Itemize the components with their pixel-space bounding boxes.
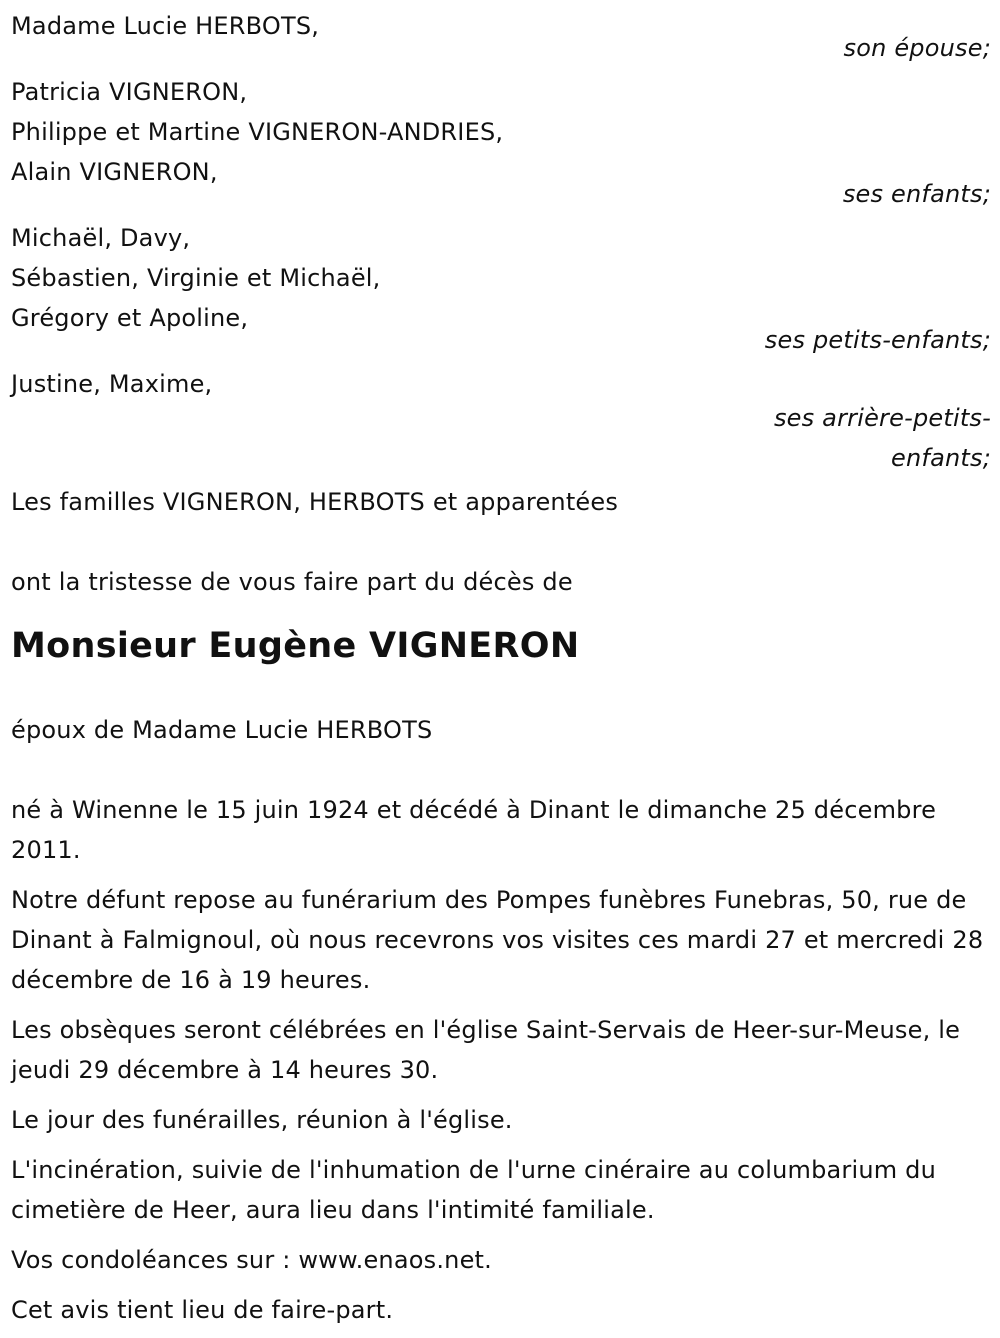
birth-death-paragraph: né à Winenne le 15 juin 1924 et décédé à Dinant le dimanche 25 décembre 2011. (11, 796, 937, 864)
spouse-role: son épouse; (843, 34, 991, 62)
child-name: Patricia VIGNERON, (11, 78, 248, 106)
grandchild-name: Grégory et Apoline, (11, 304, 249, 332)
children-group (11, 72, 991, 214)
spacer (11, 522, 991, 562)
spacer (11, 750, 991, 790)
child-name: Philippe et Martine VIGNERON-ANDRIES, (11, 118, 504, 146)
grandchild-name: Michaël, Davy, (11, 224, 191, 252)
spouse-name: Madame Lucie HERBOTS, (11, 12, 320, 40)
great-grandchildren-role (751, 398, 991, 478)
spacer (11, 602, 991, 622)
spouse-of-text: époux de Madame Lucie HERBOTS (11, 716, 433, 744)
families-line: Les familles VIGNERON, HERBOTS et apparentées (11, 488, 619, 516)
great-grandchild-name: Justine, Maxime, (11, 370, 213, 398)
cremation-paragraph: L'incinération, suivie de l'inhumation de l'urne cinéraire au columbarium du cimetière de Heer, aura lieu dans l'intimité familiale. (11, 1156, 937, 1224)
notice-paragraph: Cet avis tient lieu de faire-part. (11, 1296, 394, 1324)
great-grandchildren-role-line2: enfants; (891, 444, 991, 472)
great-grandchildren-role-line1: ses arrière-petits- (773, 404, 991, 432)
children-role: ses enfants; (842, 180, 991, 208)
deceased-name: Monsieur Eugène VIGNERON (11, 626, 580, 666)
spacer (11, 670, 991, 710)
great-grandchildren-group (11, 364, 991, 478)
grandchildren-group (11, 218, 991, 360)
meeting-paragraph: Le jour des funérailles, réunion à l'église. (11, 1106, 513, 1134)
funerarium-paragraph: Notre défunt repose au funérarium des Pompes funèbres Funebras, 50, rue de Dinant à Falmignoul, où nous recevrons vos visites ces mardi 27 et mercredi 28 décembre de 16 à 19 heures. (11, 886, 984, 994)
grandchildren-role: ses petits-enfants; (764, 326, 991, 354)
announcement-text: ont la tristesse de vous faire part du décès de (11, 568, 573, 596)
grandchild-name: Sébastien, Virginie et Michaël, (11, 264, 381, 292)
funeral-paragraph: Les obsèques seront célébrées en l'église Saint-Servais de Heer-sur-Meuse, le jeudi 29 décembre à 14 heures 30. (11, 1016, 961, 1084)
child-name: Alain VIGNERON, (11, 158, 218, 186)
condolences-paragraph: Vos condoléances sur : www.enaos.net. (11, 1246, 492, 1274)
spouse-group (11, 6, 991, 68)
